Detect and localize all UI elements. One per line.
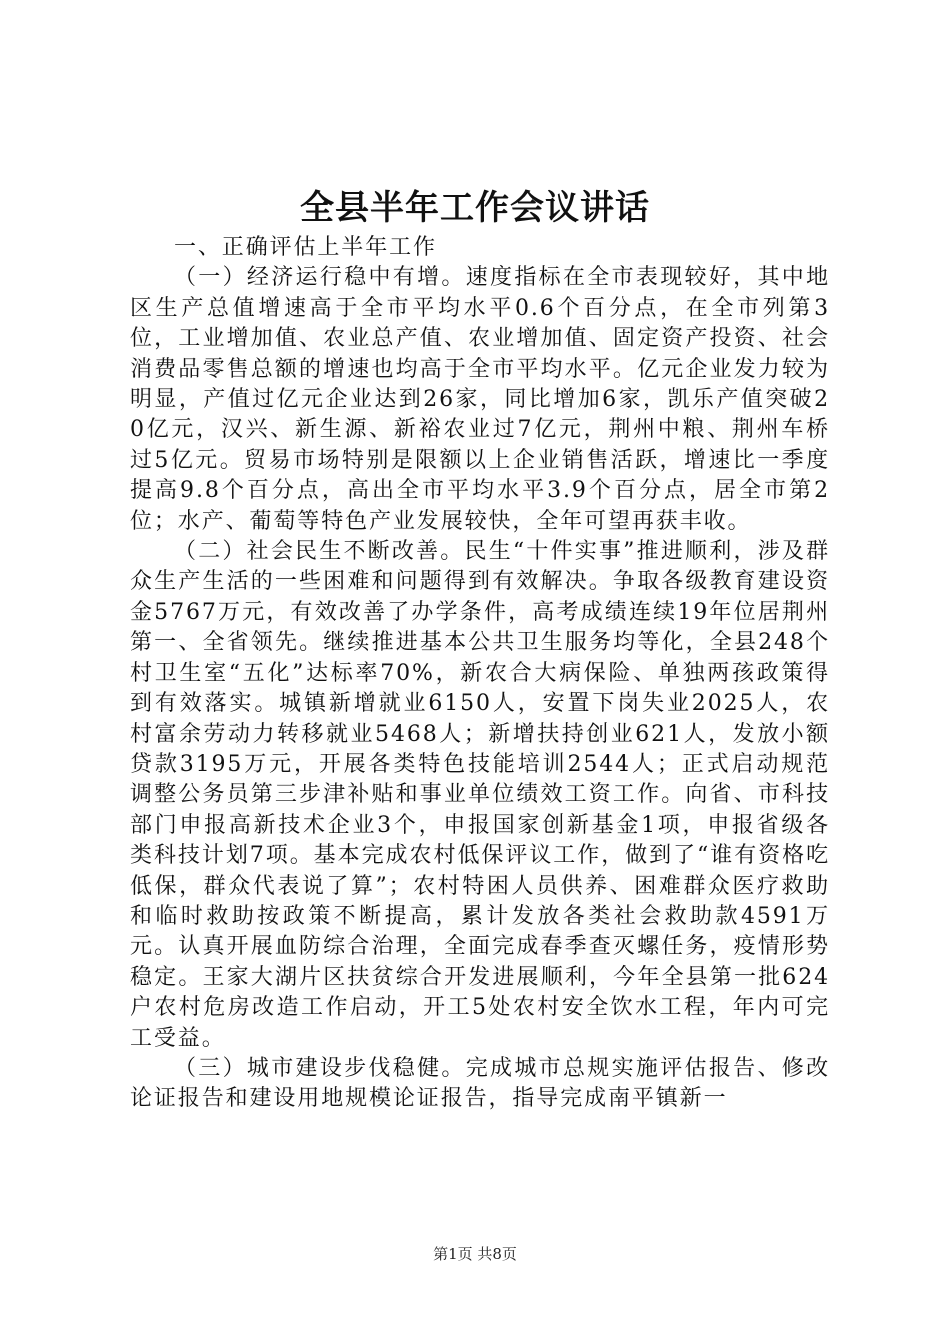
document-title: 全县半年工作会议讲话 [300,188,650,228]
document-body [130,233,830,1115]
paragraph-urban-construction: （三）城市建设步伐稳健。完成城市总规实施评估报告、修改论证报告和建设用地规模论证报告，指导完成南平镇新一 [130,1055,830,1112]
paragraph-economy: （一）经济运行稳中有增。速度指标在全市表现较好，其中地区生产总值增速高于全市平均水平0.6个百分点，在全市列第3位，工业增加值、农业总产值、农业增加值、固定资产投资、社会消费品零售总额的增速也均高于全市平均水平。亿元企业发力较为明显，产值过亿元企业达到26家，同比增加6家，凯乐产值突破20亿元，汉兴、新生源、新裕农业过7亿元，荆州中粮、荆州车桥过5亿元。贸易市场特别是限额以上企业销售活跃，增速比一季度提高9.8个百分点，高出全市平均水平3.9个百分点，居全市第2位；水产、葡萄等特色产业发展较快，全年可望再获丰收。 [130,265,830,534]
page-footer: 第1页 共8页 [433,1245,517,1263]
paragraph-livelihood: （二）社会民生不断改善。民生“十件实事”推进顺利，涉及群众生产生活的一些困难和问题得到有效解决。争取各级教育建设资金5767万元，有效改善了办学条件，高考成绩连续19年位居荆州第一、全省领先。继续推进基本公共卫生服务均等化，全县248个村卫生室“五化”达标率70%，新农合大病保险、单独两孩政策得到有效落实。城镇新增就业6150人，安置下岗失业2025人，农村富余劳动力转移就业5468人；新增扶持创业621人，发放小额贷款3195万元，开展各类特色技能培训2544人；正式启动规范调整公务员第三步津补贴和事业单位绩效工资工作。向省、市科技部门申报高新技术企业3个，申报国家创新基金1项，申报省级各类科技计划7项。基本完成农村低保评议工作，做到了“谁有资格吃低保，群众代表说了算”；农村特困人员供养、困难群众医疗救助和临时救助按政策不断提高，累计发放各类社会救助款4591万元。认真开展血防综合治理，全面完成春季查灭螺任务，疫情形势稳定。王家大湖片区扶贫综合开发进展顺利，今年全县第一批624户农村危房改造工作启动，开工5处农村安全饮水工程，年内可完工受益。 [130,539,830,1051]
section-heading: 一、正确评估上半年工作 [174,235,437,260]
